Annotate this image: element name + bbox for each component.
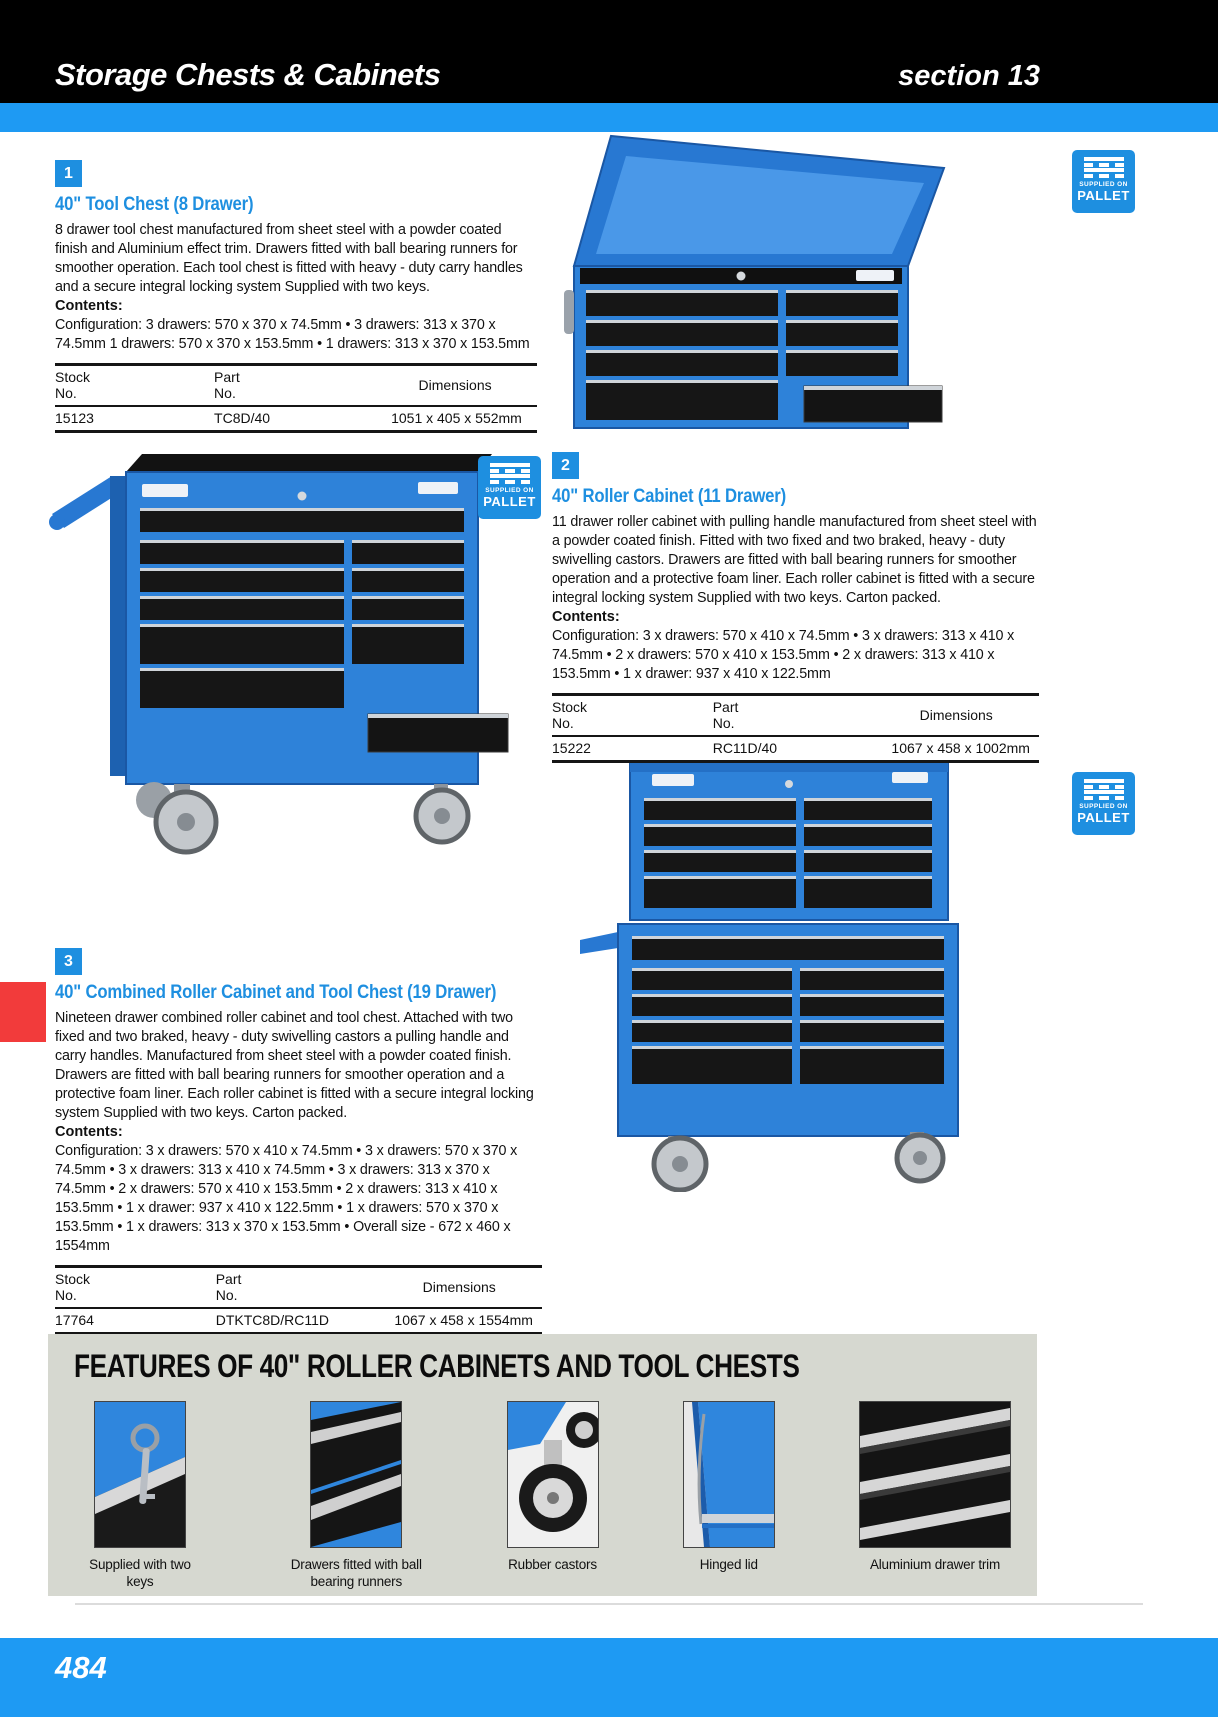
page-header — [0, 0, 1218, 103]
footer-divider — [75, 1603, 1143, 1605]
dimensions-value: 1051 x 405 x 552mm — [391, 410, 522, 426]
contents-label: Contents: — [55, 298, 123, 314]
feature-caption: Rubber castors — [508, 1557, 597, 1572]
roller-cabinet-photo — [46, 418, 546, 873]
stock-no-value: 17764 — [55, 1312, 94, 1328]
castor-photo — [507, 1401, 599, 1548]
spec-table — [552, 693, 1039, 763]
pallet-badge-top-label: SUPPLIED ON — [1079, 803, 1128, 810]
dimensions-header: Dimensions — [376, 1267, 542, 1309]
part-no-value: DTKTC8D/RC11D — [215, 1312, 330, 1328]
pallet-badge — [1072, 772, 1135, 835]
product-number-badge: 3 — [55, 948, 82, 975]
part-no-header: Part No. — [216, 1267, 377, 1309]
feature-runners — [290, 1401, 422, 1590]
pallet-badge-top-label: SUPPLIED ON — [1079, 181, 1128, 188]
product-configuration: Configuration: 3 x drawers: 570 x 410 x 74.5mm • 3 x drawers: 570 x 370 x 74.5mm • 3 x drawers: 313 x 410 x 74.5mm • 3 x drawers: 313 x 370 x 74.5mm • 2 x drawers: 570 x 410 x 153.5mm • 2 x drawers: 313 x 410 x 153.5mm • 1 x drawer: 937 x 410 x 122.5mm • 1 x drawers: 570 x 370 x 153.5mm • 1 x drawers: 313 x 370 x 153.5mm • Overall size - 672 x 460 x 1554mm — [55, 1143, 518, 1254]
spec-table — [55, 363, 537, 433]
feature-hinged-lid — [683, 1401, 775, 1573]
combined-unit-photo — [568, 742, 1013, 1197]
tool-chest-illustration — [556, 108, 966, 448]
page-title: Storage Chests & Cabinets — [55, 57, 441, 92]
part-no-header: Part No. — [214, 365, 373, 407]
part-no-value: RC11D/40 — [712, 740, 778, 756]
pallet-icon — [1084, 157, 1124, 178]
dimensions-header: Dimensions — [373, 365, 537, 407]
page-footer — [0, 1638, 1218, 1717]
pallet-badge-bottom-label: PALLET — [1077, 188, 1130, 203]
spec-table-row — [55, 406, 537, 432]
stock-no-header: Stock No. — [55, 365, 214, 407]
feature-caption: Supplied with two keys — [89, 1557, 191, 1589]
pallet-badge-bottom-label: PALLET — [1077, 810, 1130, 825]
feature-caption: Aluminium drawer trim — [869, 1557, 1001, 1572]
pallet-badge-bottom-label: PALLET — [483, 494, 536, 509]
product-title: 40" Roller Cabinet (11 Drawer) — [552, 486, 787, 507]
product-title: 40" Tool Chest (8 Drawer) — [55, 194, 254, 215]
page-edge-red-tab — [0, 982, 46, 1042]
spec-table-header-row — [55, 365, 537, 407]
dimensions-header: Dimensions — [873, 695, 1039, 737]
spec-table — [55, 1265, 542, 1335]
aluminium-trim-photo — [859, 1401, 1011, 1548]
spec-table-row — [55, 1308, 542, 1334]
pallet-icon — [490, 463, 530, 484]
contents-label: Contents: — [552, 609, 620, 625]
tool-chest-photo — [556, 108, 966, 453]
feature-caption: Hinged lid — [699, 1557, 758, 1572]
feature-drawer-trim — [859, 1401, 1011, 1573]
feature-castors — [507, 1401, 599, 1573]
part-no-header: Part No. — [713, 695, 874, 737]
contents-label: Contents: — [55, 1124, 123, 1140]
dimensions-value: 1067 x 458 x 1002mm — [891, 740, 1030, 756]
pallet-icon — [1084, 779, 1124, 800]
stock-no-header: Stock No. — [552, 695, 713, 737]
product-3-block — [55, 948, 542, 1335]
product-2-block — [552, 452, 1039, 763]
product-configuration: Configuration: 3 drawers: 570 x 370 x 74.5mm • 3 drawers: 313 x 370 x 74.5mm 1 drawers: 570 x 370 x 153.5mm • 1 drawers: 313 x 370 x 153.5mm — [55, 317, 530, 352]
feature-keys — [74, 1401, 206, 1590]
drawer-runner-photo — [310, 1401, 402, 1548]
hinged-lid-photo — [683, 1401, 775, 1548]
stock-no-value: 15123 — [55, 410, 94, 426]
dimensions-value: 1067 x 458 x 1554mm — [394, 1312, 533, 1328]
product-description: Nineteen drawer combined roller cabinet and tool chest. Attached with two fixed and two braked, heavy - duty swivelling castors a pulling handle and carry handles. Manufactured from sheet steel with a powder coated finish. Drawers are fitted with ball bearing runners for smoother operation and a protective foam liner. Each roller cabinet is fitted with a secure integral locking system Supplied with two keys. Carton packed. — [55, 1010, 534, 1121]
stock-no-header: Stock No. — [55, 1267, 216, 1309]
stock-no-value: 15222 — [552, 740, 591, 756]
section-label: section 13 — [898, 60, 1040, 92]
spec-table-header-row — [55, 1267, 542, 1309]
product-number-badge: 2 — [552, 452, 579, 479]
spec-table-row — [552, 736, 1039, 762]
features-panel — [48, 1334, 1037, 1596]
feature-caption: Drawers fitted with ball bearing runners — [290, 1557, 422, 1589]
spec-table-header-row — [552, 695, 1039, 737]
product-description: 8 drawer tool chest manufactured from sheet steel with a powder coated finish and Aluminium effect trim. Drawers fitted with ball bearing runners for smoother operation. Each tool chest is fitted with heavy - duty carry handles and a secure integral locking system Supplied with two keys. — [55, 222, 523, 295]
combined-unit-illustration — [568, 742, 1013, 1192]
page-number: 484 — [55, 1650, 107, 1685]
product-number-badge: 1 — [55, 160, 82, 187]
product-configuration: Configuration: 3 x drawers: 570 x 410 x 74.5mm • 3 x drawers: 313 x 410 x 74.5mm • 2 x drawers: 570 x 410 x 153.5mm • 2 x drawers: 313 x 410 x 153.5mm • 1 x drawer: 937 x 410 x 122.5mm — [552, 628, 1015, 682]
pallet-badge — [1072, 150, 1135, 213]
pallet-badge-top-label: SUPPLIED ON — [485, 487, 534, 494]
product-1-block — [55, 160, 537, 433]
product-title: 40" Combined Roller Cabinet and Tool Chest (19 Drawer) — [55, 982, 497, 1003]
features-title: FEATURES OF 40" ROLLER CABINETS AND TOOL CHESTS — [74, 1348, 800, 1384]
part-no-value: TC8D/40 — [214, 410, 271, 426]
pallet-badge — [478, 456, 541, 519]
keys-photo — [94, 1401, 186, 1548]
product-description: 11 drawer roller cabinet with pulling handle manufactured from sheet steel with a powder coated finish. Fitted with two fixed and two braked, heavy - duty swivelling castors. Drawers are fitted with ball bearing runners for smoother operation and a protective foam liner. Each roller cabinet is fitted with a secure integral locking system Supplied with two keys. Carton packed. — [552, 514, 1037, 606]
features-row — [74, 1401, 1011, 1590]
roller-cabinet-illustration — [46, 418, 546, 868]
